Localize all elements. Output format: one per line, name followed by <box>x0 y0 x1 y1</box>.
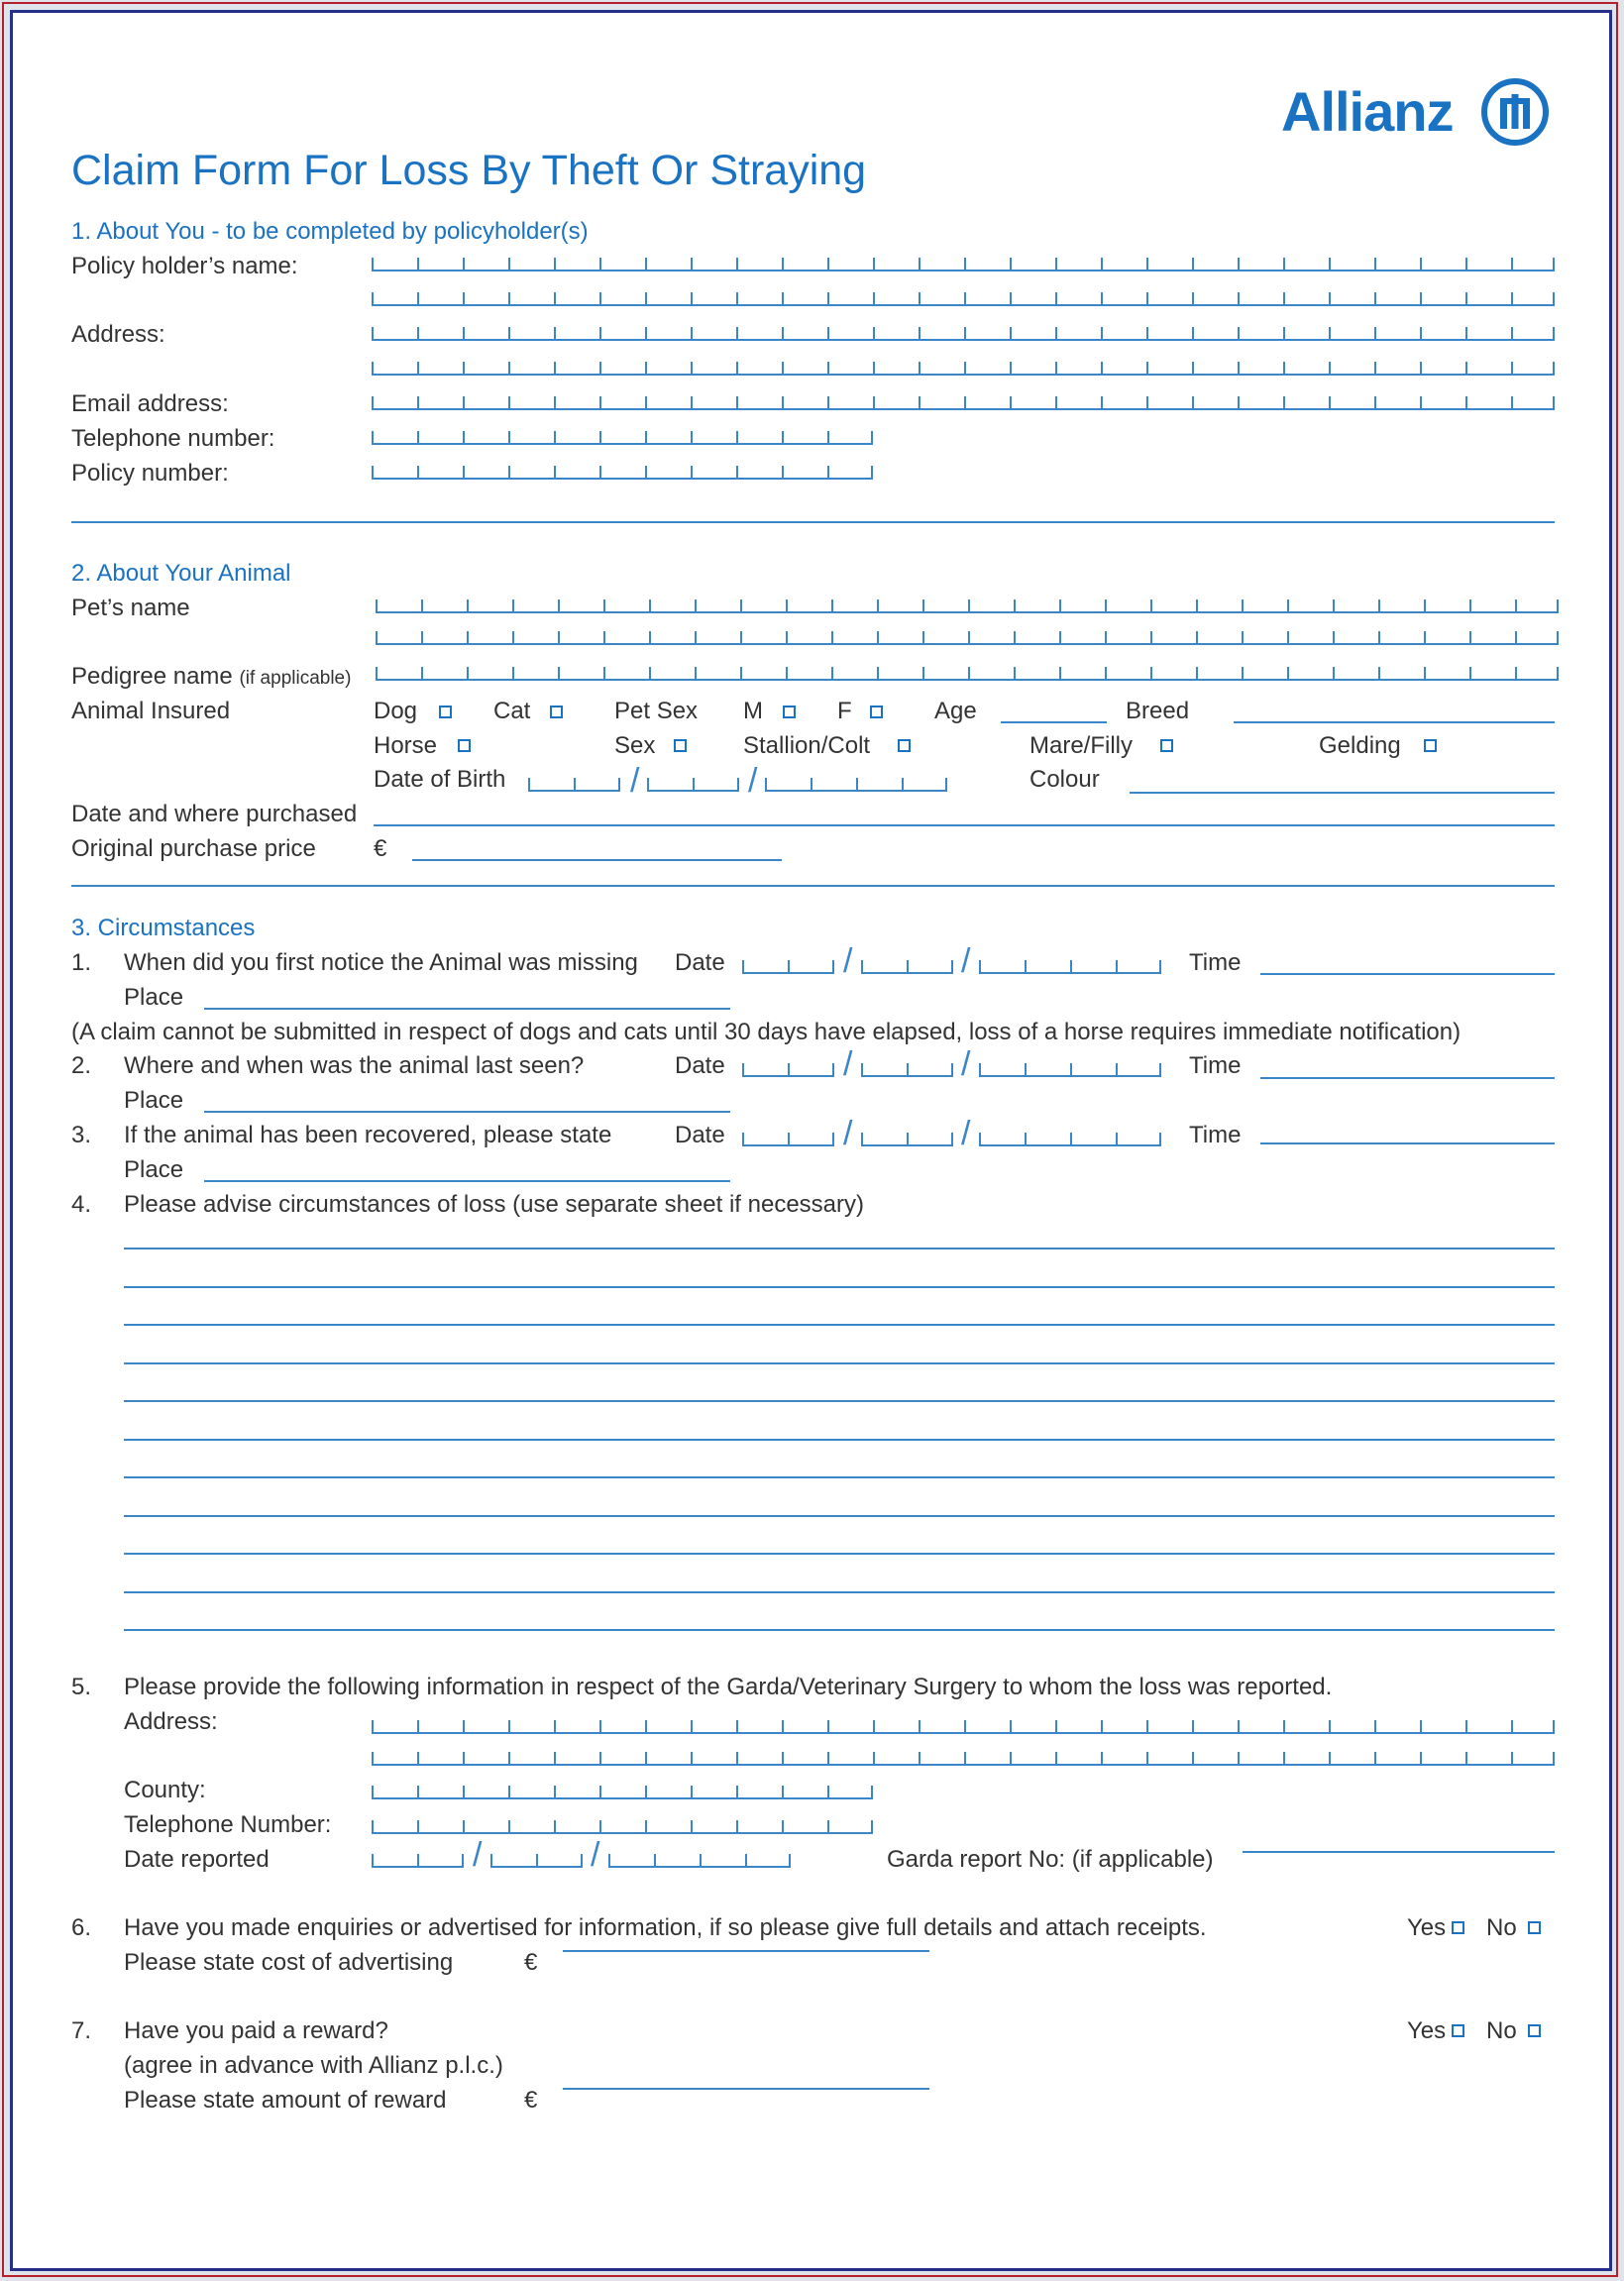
q5-address-field-1[interactable] <box>372 1720 1555 1734</box>
colour-field[interactable] <box>1130 792 1555 794</box>
dog-label: Dog <box>374 698 418 724</box>
mare-checkbox[interactable] <box>1160 739 1173 752</box>
pets-name-field-1[interactable] <box>376 599 1559 613</box>
q2-date-label: Date <box>675 1052 725 1079</box>
q1-place-field[interactable] <box>204 1008 730 1010</box>
q6-yes-label: Yes <box>1407 1914 1447 1941</box>
q6-yes-checkbox[interactable] <box>1452 1921 1464 1934</box>
q4-line-6[interactable] <box>124 1439 1555 1441</box>
q1-date-month[interactable] <box>861 960 953 974</box>
q5-address-field-2[interactable] <box>372 1752 1555 1766</box>
q4-line-4[interactable] <box>124 1362 1555 1364</box>
section-1-heading: 1. About You - to be completed by policyholder(s) <box>71 218 589 245</box>
dob-separator-2: / <box>748 762 758 800</box>
q3-number: 3. <box>71 1122 92 1148</box>
address-field-2[interactable] <box>372 362 1555 376</box>
q7-amount-field[interactable] <box>563 2088 929 2090</box>
q1-date-sep-2: / <box>961 942 971 980</box>
horse-checkbox[interactable] <box>458 739 471 752</box>
pet-sex-label: Pet Sex <box>614 698 699 724</box>
sex-label: Sex <box>614 732 656 759</box>
q1-time-label: Time <box>1189 949 1242 976</box>
q4-line-11[interactable] <box>124 1629 1555 1631</box>
q3-date-month[interactable] <box>861 1133 953 1146</box>
policy-number-label: Policy number: <box>71 460 229 487</box>
q7-yes-checkbox[interactable] <box>1452 2024 1464 2037</box>
q2-number: 2. <box>71 1052 92 1079</box>
colour-label: Colour <box>1029 766 1100 793</box>
q1-text: When did you first notice the Animal was missing <box>124 949 638 976</box>
q5-text: Please provide the following information in respect of the Garda/Veterinary Surgery to whom the loss was reported. <box>124 1674 1333 1700</box>
q5-date-sep-1: / <box>473 1836 483 1874</box>
q5-garda-label: Garda report No: (if applicable) <box>887 1846 1214 1873</box>
claim-form-page <box>13 13 1609 2268</box>
q5-county-label: County: <box>124 1777 206 1803</box>
section-2-heading: 2. About Your Animal <box>71 560 291 587</box>
policy-holder-name-field[interactable] <box>372 258 1555 272</box>
date-where-purchased-label: Date and where purchased <box>71 801 358 827</box>
q2-time-label: Time <box>1189 1052 1242 1079</box>
sex-checkbox[interactable] <box>674 739 687 752</box>
date-where-purchased-field[interactable] <box>374 824 1555 826</box>
dob-day-field[interactable] <box>528 778 620 792</box>
age-label: Age <box>934 698 977 724</box>
q5-date-day[interactable] <box>372 1854 464 1868</box>
q2-date-day[interactable] <box>742 1063 834 1077</box>
q2-place-field[interactable] <box>204 1111 730 1113</box>
address-label: Address: <box>71 321 165 348</box>
q2-date-year[interactable] <box>979 1063 1161 1077</box>
q1-date-day[interactable] <box>742 960 834 974</box>
q2-time-field[interactable] <box>1260 1077 1555 1079</box>
q6-no-label: No <box>1486 1914 1517 1941</box>
m-label: M <box>743 698 763 724</box>
q3-place-label: Place <box>124 1156 184 1183</box>
claim-note: (A claim cannot be submitted in respect of dogs and cats until 30 days have elapsed, loss of a horse requires immediate notification) <box>71 1019 1462 1045</box>
address-field-1[interactable] <box>372 327 1555 341</box>
section-divider-2 <box>71 885 1555 887</box>
section-3-heading: 3. Circumstances <box>71 915 256 941</box>
q7-no-label: No <box>1486 2017 1517 2044</box>
q5-telephone-field[interactable] <box>372 1820 873 1834</box>
q3-date-sep-1: / <box>843 1115 853 1152</box>
q5-date-sep-2: / <box>591 1836 600 1874</box>
q6-euro-symbol: € <box>524 1949 538 1976</box>
q7-no-checkbox[interactable] <box>1528 2024 1541 2037</box>
pets-name-field-2[interactable] <box>376 631 1559 645</box>
q5-date-label: Date reported <box>124 1846 270 1873</box>
q7-text: Have you paid a reward? <box>124 2017 388 2044</box>
q2-date-sep-2: / <box>961 1045 971 1083</box>
pedigree-name-text: Pedigree name <box>71 663 233 690</box>
q7-number: 7. <box>71 2017 92 2044</box>
horse-label: Horse <box>374 732 438 759</box>
pets-name-label: Pet’s name <box>71 595 190 621</box>
q3-time-label: Time <box>1189 1122 1242 1148</box>
telephone-field[interactable] <box>372 431 873 445</box>
policy-holder-name-field-2[interactable] <box>372 292 1555 306</box>
q1-date-label: Date <box>675 949 725 976</box>
q4-line-8[interactable] <box>124 1515 1555 1517</box>
gelding-label: Gelding <box>1319 732 1401 759</box>
pedigree-name-field[interactable] <box>376 667 1559 681</box>
q7-yes-label: Yes <box>1407 2017 1447 2044</box>
breed-label: Breed <box>1126 698 1190 724</box>
allianz-eagle-logo-icon <box>1480 77 1550 147</box>
email-field[interactable] <box>372 396 1555 410</box>
cat-label: Cat <box>493 698 531 724</box>
mare-label: Mare/Filly <box>1029 732 1134 759</box>
euro-symbol: € <box>374 835 387 862</box>
q6-cost-label: Please state cost of advertising <box>124 1949 454 1976</box>
section-divider-1 <box>71 521 1555 523</box>
q3-date-label: Date <box>675 1122 725 1148</box>
q2-text: Where and when was the animal last seen? <box>124 1052 585 1079</box>
q5-county-field[interactable] <box>372 1786 873 1799</box>
q5-address-label: Address: <box>124 1708 218 1735</box>
q6-number: 6. <box>71 1914 92 1941</box>
q6-text: Have you made enquiries or advertised for information, if so please give full details and attach receipts. <box>124 1914 1207 1941</box>
q1-time-field[interactable] <box>1260 973 1555 975</box>
cat-checkbox[interactable] <box>550 706 563 718</box>
dob-label: Date of Birth <box>374 766 506 793</box>
q4-line-2[interactable] <box>124 1286 1555 1288</box>
form-title: Claim Form For Loss By Theft Or Straying <box>71 147 867 194</box>
q1-place-label: Place <box>124 984 184 1011</box>
f-checkbox[interactable] <box>870 706 883 718</box>
breed-field[interactable] <box>1234 721 1555 723</box>
dob-separator-1: / <box>630 762 640 800</box>
pedigree-name-label <box>71 663 351 693</box>
gelding-checkbox[interactable] <box>1424 739 1437 752</box>
q5-telephone-label: Telephone Number: <box>124 1811 332 1838</box>
q4-line-5[interactable] <box>124 1400 1555 1402</box>
q3-date-day[interactable] <box>742 1133 834 1146</box>
q2-date-sep-1: / <box>843 1045 853 1083</box>
policy-holder-name-label: Policy holder’s name: <box>71 253 298 279</box>
q7-note: (agree in advance with Allianz p.l.c.) <box>124 2052 503 2079</box>
q5-date-year[interactable] <box>608 1854 791 1868</box>
q7-amount-label: Please state amount of reward <box>124 2087 447 2114</box>
policy-number-field[interactable] <box>372 466 873 480</box>
q3-date-sep-2: / <box>961 1115 971 1152</box>
purchase-price-field[interactable] <box>412 859 782 861</box>
email-label: Email address: <box>71 390 229 417</box>
q5-date-month[interactable] <box>490 1854 583 1868</box>
q4-line-7[interactable] <box>124 1476 1555 1478</box>
q3-date-year[interactable] <box>979 1133 1161 1146</box>
stallion-label: Stallion/Colt <box>743 732 871 759</box>
q2-date-month[interactable] <box>861 1063 953 1077</box>
purchase-price-label: Original purchase price <box>71 835 316 862</box>
q3-time-field[interactable] <box>1260 1142 1555 1144</box>
q6-cost-field[interactable] <box>563 1950 929 1952</box>
dog-checkbox[interactable] <box>439 706 452 718</box>
m-checkbox[interactable] <box>783 706 796 718</box>
q1-date-year[interactable] <box>979 960 1161 974</box>
f-label: F <box>837 698 852 724</box>
q6-no-checkbox[interactable] <box>1528 1921 1541 1934</box>
allianz-wordmark: Allianz <box>1281 80 1454 143</box>
q5-garda-field[interactable] <box>1243 1851 1555 1853</box>
q4-number: 4. <box>71 1191 92 1218</box>
q3-text: If the animal has been recovered, please state <box>124 1122 612 1148</box>
dob-year-field[interactable] <box>765 778 947 792</box>
q4-line-3[interactable] <box>124 1324 1555 1326</box>
q3-place-field[interactable] <box>204 1180 730 1182</box>
pedigree-note: (if applicable) <box>239 668 352 689</box>
q4-line-1[interactable] <box>124 1248 1555 1249</box>
age-field[interactable] <box>1001 721 1107 723</box>
q1-date-sep-1: / <box>843 942 853 980</box>
stallion-checkbox[interactable] <box>898 739 911 752</box>
q4-line-9[interactable] <box>124 1553 1555 1555</box>
q2-place-label: Place <box>124 1087 184 1114</box>
q4-text: Please advise circumstances of loss (use separate sheet if necessary) <box>124 1191 865 1218</box>
q7-euro-symbol: € <box>524 2087 538 2114</box>
animal-insured-label: Animal Insured <box>71 698 231 724</box>
q5-number: 5. <box>71 1674 92 1700</box>
q4-line-10[interactable] <box>124 1591 1555 1593</box>
q1-number: 1. <box>71 949 92 976</box>
dob-month-field[interactable] <box>647 778 739 792</box>
telephone-label: Telephone number: <box>71 425 275 452</box>
